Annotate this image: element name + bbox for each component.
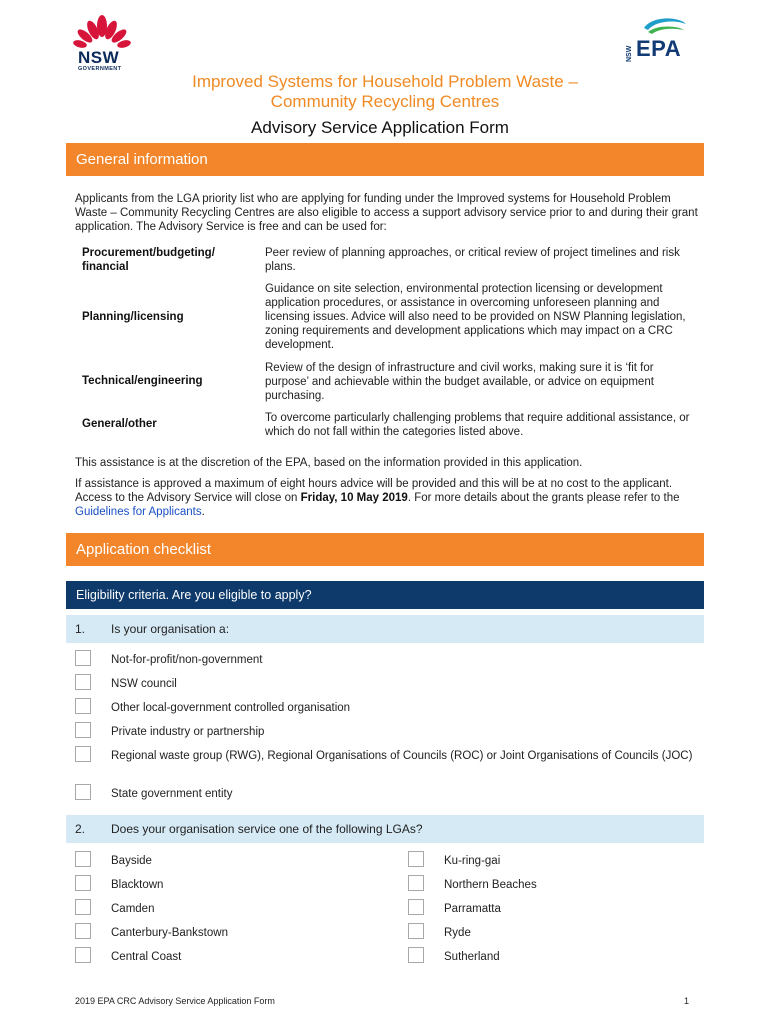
service-label-procurement: Procurement/budgeting/ financial <box>82 247 215 273</box>
lga-canterbury-bankstown: Canterbury-Bankstown <box>111 927 228 939</box>
approval-paragraph <box>75 477 700 519</box>
approval-text-part1: If assistance is approved a maximum of eight hours advice will be provided and this will be at no cost to the applicant. Access to the Advisory Service will close on <box>75 478 673 504</box>
question-1-number: 1. <box>75 622 86 636</box>
nsw-logo-text: NSW <box>78 48 120 67</box>
question-1-text: Is your organisation a: <box>111 622 230 636</box>
lga-ku-ring-gai: Ku-ring-gai <box>444 855 501 867</box>
lga-central-coast: Central Coast <box>111 951 182 963</box>
service-text-planning: Guidance on site selection, environmental protection licensing or development application procedures, or assistance in overcoming unforeseen planning and licensing issues. Advice will also need to be provided on NSW Planning legislation, zoning requirements and development applications which may impact on a CRC development. <box>265 283 686 351</box>
checkbox-other-local-government[interactable] <box>75 698 91 714</box>
question-2-text: Does your organisation service one of the following LGAs? <box>111 822 423 836</box>
checkbox-nsw-council[interactable] <box>75 674 91 690</box>
checkbox-lga-ryde[interactable] <box>408 923 424 939</box>
checkbox-lga-ku-ring-gai[interactable] <box>408 851 424 867</box>
checkbox-lga-canterbury-bankstown[interactable] <box>75 923 91 939</box>
application-checklist-heading: Application checklist <box>66 533 704 566</box>
service-text-technical: Review of the design of infrastructure and civil works, making sure it is ‘fit for purpose’ and achievable within the budget available, or advice on equipment purchasing. <box>265 362 654 402</box>
discretion-paragraph: This assistance is at the discretion of the EPA, based on the information provided in this application. <box>75 457 583 469</box>
option-nsw-council: NSW council <box>111 678 177 690</box>
checkbox-private-industry[interactable] <box>75 722 91 738</box>
epa-logo-text: EPA <box>636 36 682 61</box>
checkbox-lga-bayside[interactable] <box>75 851 91 867</box>
approval-text-part2: . For more details about the grants please refer to the <box>407 492 680 504</box>
closing-date: Friday, 10 May 2019 <box>300 492 408 504</box>
footer-text: 2019 EPA CRC Advisory Service Application Form <box>75 996 275 1006</box>
guidelines-link[interactable]: Guidelines for Applicants <box>75 506 202 518</box>
approval-text-end: . <box>201 506 205 518</box>
eligibility-criteria-heading: Eligibility criteria. Are you eligible to apply? <box>66 581 704 609</box>
option-state-government: State government entity <box>111 788 233 800</box>
document-title-line1: Improved Systems for Household Problem Waste – <box>192 72 578 91</box>
lga-blacktown: Blacktown <box>111 879 164 891</box>
lga-ryde: Ryde <box>444 927 471 939</box>
page-number: 1 <box>684 996 690 1006</box>
option-not-for-profit: Not-for-profit/non-government <box>111 654 263 666</box>
checkbox-not-for-profit[interactable] <box>75 650 91 666</box>
lga-camden: Camden <box>111 903 155 915</box>
lga-parramatta: Parramatta <box>444 903 501 915</box>
option-regional-waste-group: Regional waste group (RWG), Regional Organisations of Councils (ROC) or Joint Organisations of Councils (JOC) <box>111 750 693 762</box>
document-title-line2: Community Recycling Centres <box>270 92 500 111</box>
option-private-industry: Private industry or partnership <box>111 726 265 738</box>
checkbox-regional-waste-group[interactable] <box>75 746 91 762</box>
form-title: Advisory Service Application Form <box>251 118 509 137</box>
checkbox-lga-camden[interactable] <box>75 899 91 915</box>
checkbox-lga-sutherland[interactable] <box>408 947 424 963</box>
service-label-general: General/other <box>82 418 157 430</box>
service-label-planning: Planning/licensing <box>82 311 184 323</box>
checkbox-lga-central-coast[interactable] <box>75 947 91 963</box>
checkbox-lga-northern-beaches[interactable] <box>408 875 424 891</box>
option-other-local-government: Other local-government controlled organisation <box>111 702 351 714</box>
question-2-number: 2. <box>75 822 86 836</box>
checkbox-lga-parramatta[interactable] <box>408 899 424 915</box>
epa-logo-nsw-text: NSW <box>626 45 633 62</box>
general-intro-paragraph: Applicants from the LGA priority list who are applying for funding under the Improved systems for Household Problem Waste – Community Recycling Centres are also eligible to access a support advisory service prior to and during their grant application. The Advisory Service is free and can be used for: <box>75 193 698 233</box>
question-2-row <box>66 815 704 843</box>
general-information-heading: General information <box>66 143 704 176</box>
lga-northern-beaches: Northern Beaches <box>444 879 537 891</box>
checkbox-state-government[interactable] <box>75 784 91 800</box>
service-label-technical: Technical/engineering <box>82 375 203 387</box>
nsw-logo-subtext: GOVERNMENT <box>78 66 122 72</box>
checkbox-lga-blacktown[interactable] <box>75 875 91 891</box>
service-text-general: To overcome particularly challenging problems that require additional assistance, or which do not fall within the categories listed above. <box>265 412 690 438</box>
question-1-row <box>66 615 704 643</box>
service-text-procurement: Peer review of planning approaches, or critical review of project timelines and risk plans. <box>265 247 680 273</box>
lga-sutherland: Sutherland <box>444 951 500 963</box>
lga-bayside: Bayside <box>111 855 152 867</box>
